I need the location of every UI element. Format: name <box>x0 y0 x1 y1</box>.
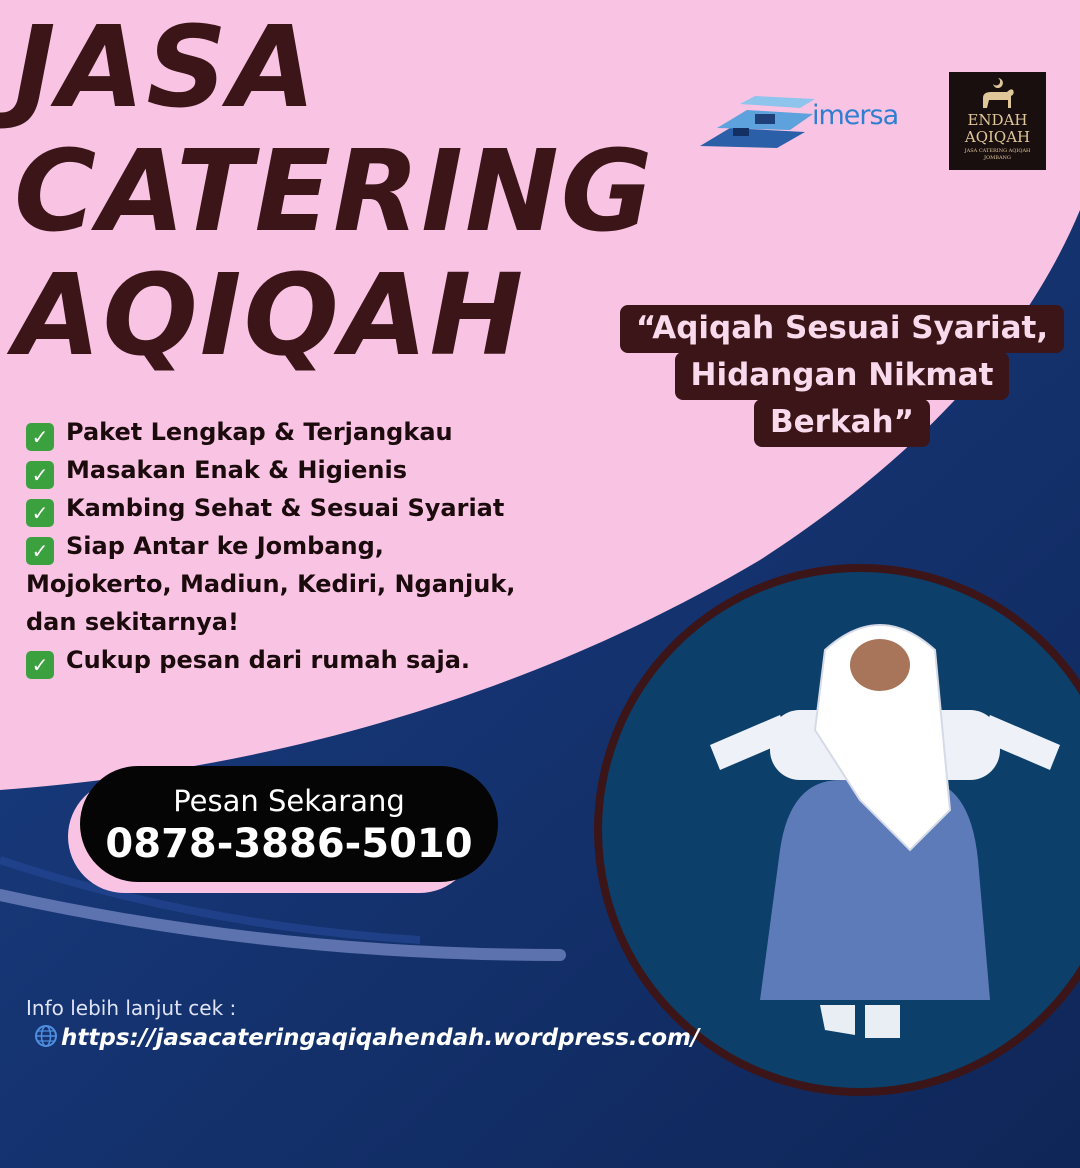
feature-item <box>26 641 586 679</box>
info-label: Info lebih lanjut cek : <box>26 996 237 1020</box>
feature-item <box>26 451 586 489</box>
endah-logo-line-2: AQIQAH <box>964 128 1031 146</box>
phone-number: 0878-3886-5010 <box>105 821 473 867</box>
tagline-line-1: “Aqiqah Sesuai Syariat, <box>620 305 1064 353</box>
feature-list <box>26 413 586 679</box>
order-now-label: Pesan Sekarang <box>173 784 405 818</box>
tagline-quote <box>612 305 1072 446</box>
order-now-button[interactable] <box>80 766 498 882</box>
endah-logo-line-3: JASA CATERING AQIQAH <box>964 148 1031 154</box>
feature-item <box>26 527 586 565</box>
feature-text: Siap Antar ke Jombang, <box>66 532 384 560</box>
feature-text-continued: Mojokerto, Madiun, Kediri, Nganjuk, <box>26 570 516 598</box>
check-mark-icon: ✓ <box>26 461 54 489</box>
check-mark-icon: ✓ <box>26 537 54 565</box>
feature-text: Cukup pesan dari rumah saja. <box>66 646 471 674</box>
endah-logo-line-4: JOMBANG <box>984 155 1011 161</box>
website-link[interactable]: https://jasacateringaqiqahendah.wordpress.com/ <box>61 1025 700 1051</box>
website-link-row[interactable] <box>34 1024 699 1051</box>
person-photo <box>590 560 1080 1100</box>
goat-icon <box>949 74 1046 114</box>
endah-logo-line-1: ENDAH <box>967 111 1028 129</box>
headline-line-3: AQIQAH <box>14 251 526 381</box>
feature-item <box>26 489 586 527</box>
check-mark-icon: ✓ <box>26 651 54 679</box>
endah-aqiqah-logo <box>949 72 1046 170</box>
imersa-logo-text: imersa <box>812 100 899 131</box>
tagline-line-2: Hidangan Nikmat <box>675 352 1010 400</box>
feature-text: Kambing Sehat & Sesuai Syariat <box>66 494 505 522</box>
check-mark-icon: ✓ <box>26 499 54 527</box>
tagline-line-3: Berkah” <box>754 399 930 447</box>
feature-text: Masakan Enak & Higienis <box>66 456 408 484</box>
headline-line-1: JASA <box>14 3 318 133</box>
feature-text-continued: dan sekitarnya! <box>26 608 239 636</box>
globe-icon <box>34 1024 58 1048</box>
check-mark-icon: ✓ <box>26 423 54 451</box>
feature-text: Paket Lengkap & Terjangkau <box>66 418 453 446</box>
headline-line-2: CATERING <box>14 127 655 257</box>
feature-item <box>26 413 586 451</box>
